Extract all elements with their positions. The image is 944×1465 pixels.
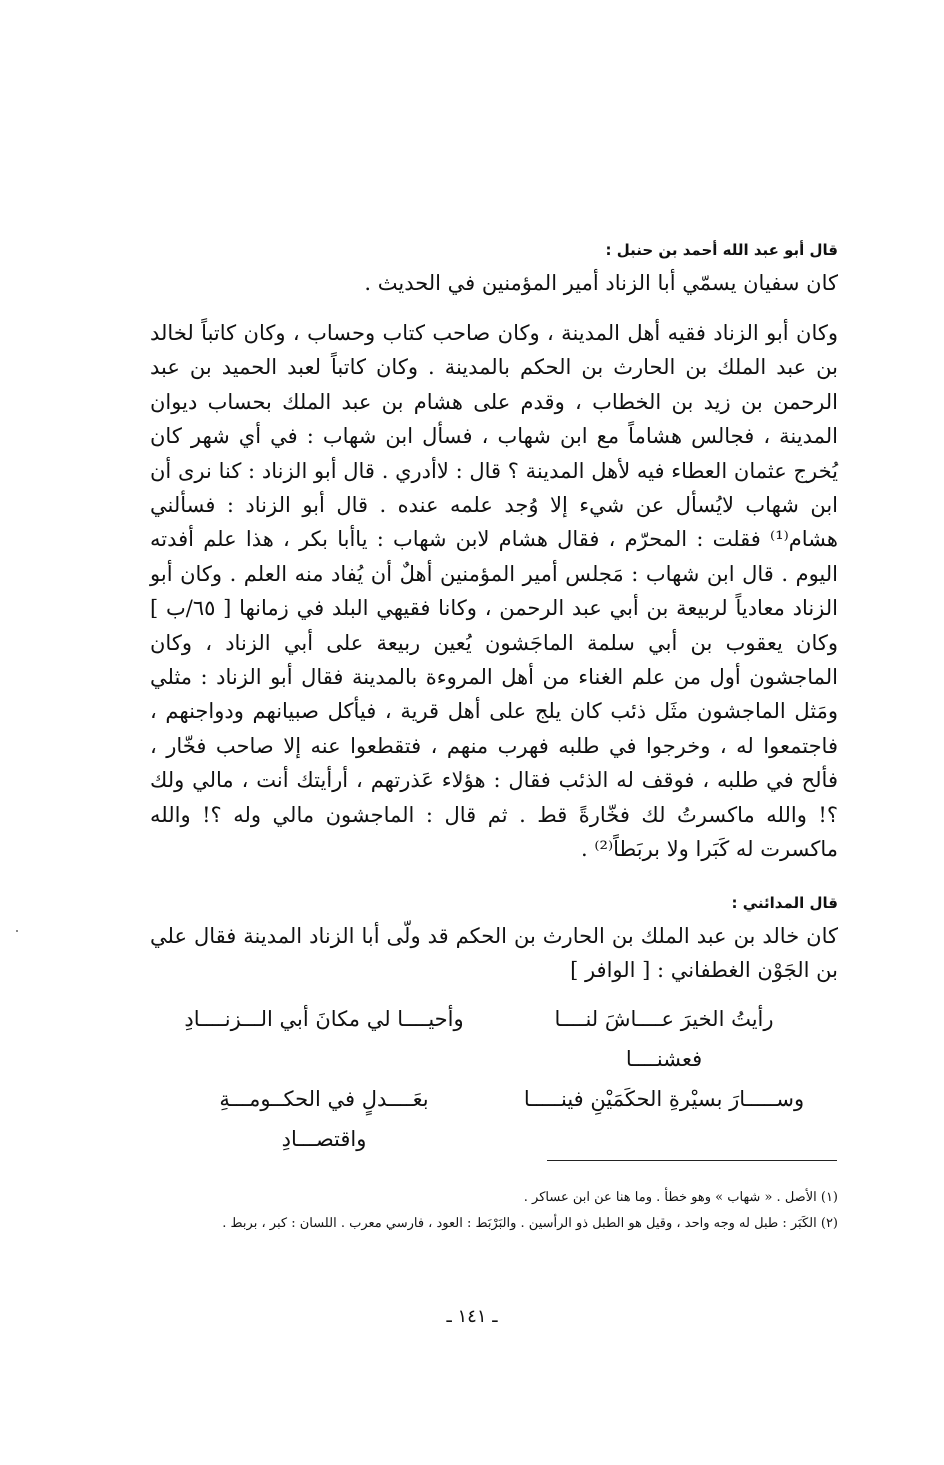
section-heading-madaini: قال المدائني :: [731, 893, 838, 912]
footnote-2: (٢) الكَبَر : طبل له وجه واحد ، وقيل هو الطبل ذو الرأسين . والبَرْبَط : العود ، فارسي معرب . اللسان : كبر ، بربط .: [222, 1216, 838, 1231]
section-heading-ibn-hanbal: قال أبو عبد الله أحمد بن حنبل :: [605, 241, 838, 259]
poem-hemistich-first: رأيتُ الخيرَ عــــاشَ لنــــا فعشنــــا: [554, 1006, 774, 1071]
footnote-1: (١) الأصل . « شهاب » وهو خطأ . وما هنا عن ابن عساكر .: [523, 1190, 838, 1205]
main-paragraph: وكان أبو الزناد فقيه أهل المدينة ، وكان صاحب كتاب وحساب ، وكان كاتباً لخالد بن عبد الملك بن الحارث بن الحكم بالمدينة . وكان كاتباً لعبد الحميد بن عبد الرحمن بن زيد بن الخطاب ، وقدم على هشام بن عبد الملك بحساب ديوان المدينة ، فجالس هشاماً مع ابن شهاب ، فسأل ابن شهاب : في أي شهر كان يُخرج عثمان العطاء فيه لأهل المدينة ؟ قال : لاأدري . قال أبو الزناد : كنا نرى أن ابن شهاب لايُسأل عن شيء إلا وُجد علمه عنده . قال أبو الزناد : فسألني هشام⁽¹⁾ فقلت : المحرّم ، فقال هشام لابن شهاب : ياأبا بكر ، هذا علم أفدته اليوم . قال ابن شهاب : مَجلس أمير المؤمنين أهلٌ أن يُفاد منه العلم . وكان أبو الزناد معادياً لربيعة بن أبي عبد الرحمن ، وكانا فقيهي البلد في زمانها [ ٦٥/ب ] وكان يعقوب بن أبي سلمة الماجَشون يُعين ربيعة على أبي الزناد ، وكان الماجشون أول من علم الغناء من أهل المروءة بالمدينة فقال أبو الزناد : مثلي ومَثل الماجشون مثَل ذئب كان يلج على أهل قرية ، فيأكل صبيانهم ودواجنهم ، فاجتمعوا له ، وخرجوا في طلبه فهرب منهم ، فتقطعوا عنه إلا صاحب فخّار ، فألح في طلبه ، فوقف له الذئب فقال : هؤلاء عَذرتهم ، أرأيتك أنت ، مالي ولك ؟! والله ماكسرتُ لك فخّارةً قط . ثم قال : الماجشون مالي وله ؟! والله ماكسرت له كَبَرا ولا بربَطاً⁽²⁾ .: [150, 321, 839, 862]
scan-speck: [16, 930, 18, 932]
poem-hemistich-second: وأحيــــا لي مكانَ أبي الـــزنــــادِ: [184, 1006, 464, 1031]
poem-hemistich-second: بعَــــدلٍ في الحكــومـــةِ واقتصـــادِ: [219, 1086, 429, 1151]
madaini-paragraph: كان خالد بن عبد الملك بن الحارث بن الحكم قد ولّى أبا الزناد المدينة فقال علي بن الجَوْن الغطفاني : [ الوافر ]: [150, 923, 838, 982]
page-number: ـ ١٤١ ـ: [446, 1306, 498, 1327]
poem-line: [174, 1079, 814, 1159]
footnote-divider: [547, 1160, 837, 1161]
lead-sentence: كان سفيان يسمّي أبا الزناد أمير المؤمنين في الحديث .: [364, 271, 838, 295]
poem-line: [174, 999, 814, 1079]
poem: [174, 999, 814, 1159]
footnotes: [150, 1185, 838, 1237]
poem-hemistich-first: وســـــارَ بسيْرةِ الحكَمَيْنِ فينـــــا: [523, 1086, 805, 1111]
page-body: [150, 238, 838, 1159]
